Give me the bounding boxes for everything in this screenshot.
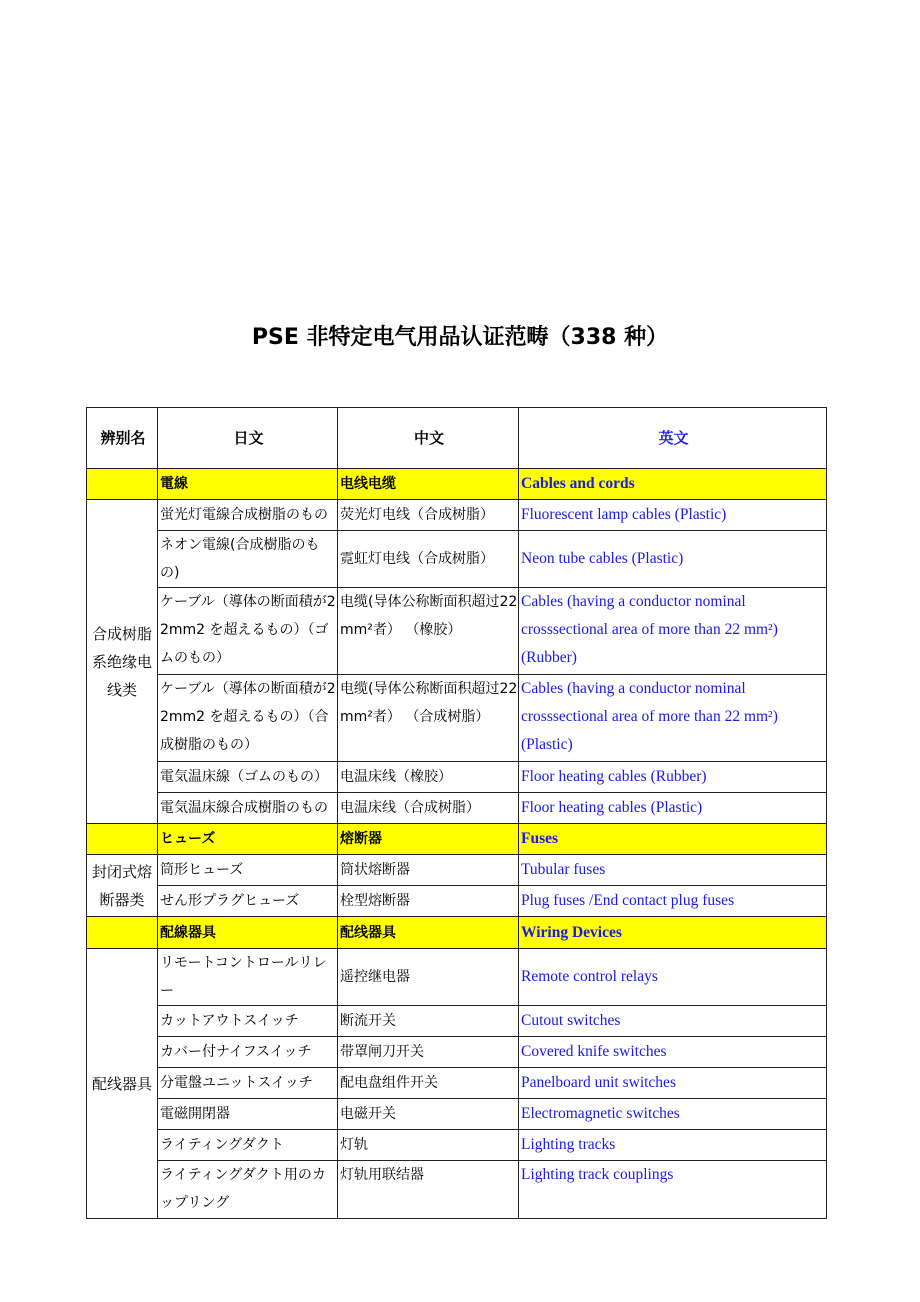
table-row bbox=[87, 1037, 827, 1068]
group-name-cell: 配线器具 bbox=[87, 949, 158, 1219]
category-chinese: 熔断器 bbox=[338, 824, 519, 855]
header-english: 英文 bbox=[519, 408, 827, 469]
english-name: Cutout switches bbox=[519, 1006, 827, 1037]
japanese-name: カットアウトスイッチ bbox=[158, 1006, 338, 1037]
chinese-name: 灯轨 bbox=[338, 1130, 519, 1161]
category-english: Wiring Devices bbox=[519, 917, 827, 949]
category-english: Cables and cords bbox=[519, 469, 827, 500]
chinese-name: 荧光灯电线（合成树脂） bbox=[338, 500, 519, 531]
japanese-name: 筒形ヒューズ bbox=[158, 855, 338, 886]
table-row bbox=[87, 1130, 827, 1161]
english-name: Plug fuses /End contact plug fuses bbox=[519, 886, 827, 917]
table-row bbox=[87, 1161, 827, 1219]
japanese-name: 蛍光灯電線合成樹脂のもの bbox=[158, 500, 338, 531]
chinese-name: 电磁开关 bbox=[338, 1099, 519, 1130]
english-name: Covered knife switches bbox=[519, 1037, 827, 1068]
japanese-name: 電気温床線合成樹脂のもの bbox=[158, 793, 338, 824]
category-japanese: 電線 bbox=[158, 469, 338, 500]
english-name: Panelboard unit switches bbox=[519, 1068, 827, 1099]
table-row bbox=[87, 588, 827, 675]
english-name: Lighting tracks bbox=[519, 1130, 827, 1161]
category-english: Fuses bbox=[519, 824, 827, 855]
english-name: Tubular fuses bbox=[519, 855, 827, 886]
chinese-name: 断流开关 bbox=[338, 1006, 519, 1037]
header-japanese: 日文 bbox=[158, 408, 338, 469]
pse-category-table bbox=[86, 407, 827, 1219]
chinese-name: 灯轨用联结器 bbox=[338, 1161, 519, 1219]
category-row bbox=[87, 917, 827, 949]
chinese-name: 配电盘组件开关 bbox=[338, 1068, 519, 1099]
english-name: Electromagnetic switches bbox=[519, 1099, 827, 1130]
table-row bbox=[87, 1006, 827, 1037]
category-empty-cell bbox=[87, 824, 158, 855]
chinese-name: 筒状熔断器 bbox=[338, 855, 519, 886]
table-row bbox=[87, 949, 827, 1006]
english-name: Lighting track couplings bbox=[519, 1161, 827, 1219]
english-name: Neon tube cables (Plastic) bbox=[519, 531, 827, 588]
english-name: Cables (having a conductor nominal crosssectional area of more than 22 mm²) (Plastic) bbox=[519, 675, 827, 762]
group-name-cell: 封闭式熔断器类 bbox=[87, 855, 158, 917]
table-row bbox=[87, 675, 827, 762]
japanese-name: せん形プラグヒューズ bbox=[158, 886, 338, 917]
english-name: Remote control relays bbox=[519, 949, 827, 1006]
category-row bbox=[87, 824, 827, 855]
japanese-name: ケーブル（導体の断面積が22mm2 を超えるもの）（合成樹脂のもの） bbox=[158, 675, 338, 762]
chinese-name: 电温床线（合成树脂） bbox=[338, 793, 519, 824]
table-row bbox=[87, 500, 827, 531]
japanese-name: ケーブル（導体の断面積が22mm2 を超えるもの）（ゴムのもの） bbox=[158, 588, 338, 675]
chinese-name: 带罩闸刀开关 bbox=[338, 1037, 519, 1068]
english-name: Cables (having a conductor nominal crosssectional area of more than 22 mm²) (Rubber) bbox=[519, 588, 827, 675]
table-row bbox=[87, 1099, 827, 1130]
category-row bbox=[87, 469, 827, 500]
japanese-name: リモートコントロールリレー bbox=[158, 949, 338, 1006]
table-row bbox=[87, 793, 827, 824]
header-group: 辨别名 bbox=[87, 408, 158, 469]
table-row bbox=[87, 855, 827, 886]
page-title: PSE 非特定电气用品认证范畴（338 种） bbox=[251, 325, 669, 350]
header-chinese: 中文 bbox=[338, 408, 519, 469]
category-chinese: 电线电缆 bbox=[338, 469, 519, 500]
japanese-name: 電磁開閉器 bbox=[158, 1099, 338, 1130]
japanese-name: ライティングダクト用のカップリング bbox=[158, 1161, 338, 1219]
table-header-row bbox=[87, 408, 827, 469]
chinese-name: 霓虹灯电线（合成树脂） bbox=[338, 531, 519, 588]
category-chinese: 配线器具 bbox=[338, 917, 519, 949]
chinese-name: 电缆(导体公称断面积超过22mm²者） （橡胶） bbox=[338, 588, 519, 675]
group-name-cell: 合成树脂系绝缘电线类 bbox=[87, 500, 158, 824]
japanese-name: カバー付ナイフスイッチ bbox=[158, 1037, 338, 1068]
category-empty-cell bbox=[87, 469, 158, 500]
japanese-name: 分電盤ユニットスイッチ bbox=[158, 1068, 338, 1099]
table-row bbox=[87, 531, 827, 588]
table-row bbox=[87, 762, 827, 793]
table-row bbox=[87, 1068, 827, 1099]
english-name: Floor heating cables (Plastic) bbox=[519, 793, 827, 824]
japanese-name: ライティングダクト bbox=[158, 1130, 338, 1161]
chinese-name: 电缆(导体公称断面积超过22mm²者） （合成树脂） bbox=[338, 675, 519, 762]
japanese-name: 電気温床線（ゴムのもの） bbox=[158, 762, 338, 793]
table-row bbox=[87, 886, 827, 917]
english-name: Floor heating cables (Rubber) bbox=[519, 762, 827, 793]
chinese-name: 栓型熔断器 bbox=[338, 886, 519, 917]
chinese-name: 电温床线（橡胶） bbox=[338, 762, 519, 793]
english-name: Fluorescent lamp cables (Plastic) bbox=[519, 500, 827, 531]
chinese-name: 遥控继电器 bbox=[338, 949, 519, 1006]
category-japanese: ヒューズ bbox=[158, 824, 338, 855]
category-japanese: 配線器具 bbox=[158, 917, 338, 949]
category-empty-cell bbox=[87, 917, 158, 949]
japanese-name: ネオン電線(合成樹脂のもの) bbox=[158, 531, 338, 588]
